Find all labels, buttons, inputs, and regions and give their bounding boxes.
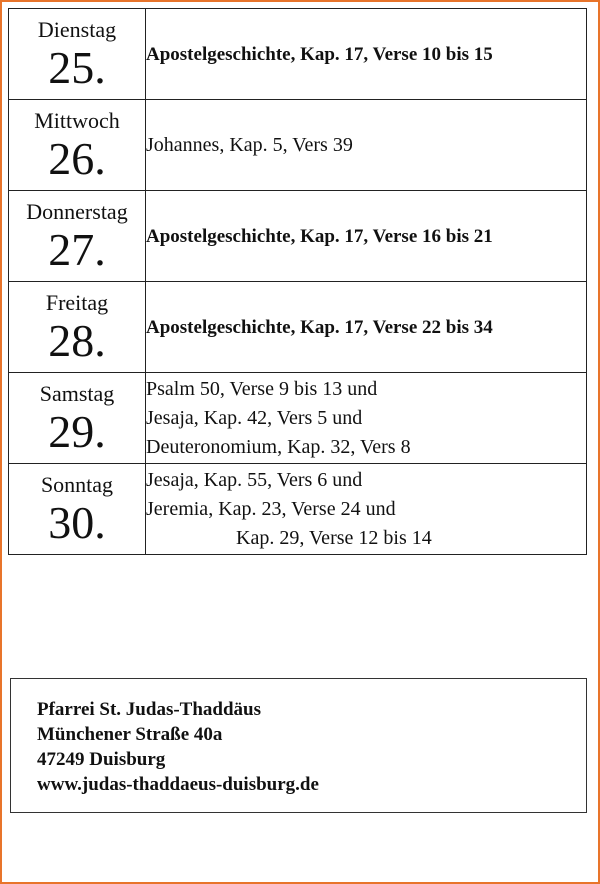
reading-line: Kap. 29, Verse 12 bis 14 bbox=[236, 526, 432, 549]
reading-line: Jeremia, Kap. 23, Verse 24 und bbox=[146, 497, 396, 520]
reading-line: Psalm 50, Verse 9 bis 13 und bbox=[146, 377, 378, 400]
website-link[interactable]: www.judas-thaddaeus-duisburg.de bbox=[37, 774, 319, 795]
reading-line: Johannes, Kap. 5, Vers 39 bbox=[146, 133, 353, 156]
day-cell bbox=[9, 373, 146, 464]
date-number: 28. bbox=[48, 315, 106, 366]
city-line: 47249 Duisburg bbox=[37, 749, 166, 770]
weekday-label: Donnerstag bbox=[26, 199, 128, 224]
reading-line: Deuteronomium, Kap. 32, Vers 8 bbox=[146, 435, 411, 458]
parish-name: Pfarrei St. Judas-Thaddäus bbox=[37, 699, 262, 720]
table-row bbox=[9, 100, 587, 191]
street-address: Münchener Straße 40a bbox=[37, 724, 223, 745]
day-cell bbox=[9, 191, 146, 282]
reading-cell bbox=[146, 464, 587, 555]
table-row bbox=[9, 9, 587, 100]
date-number: 30. bbox=[48, 497, 106, 548]
reading-schedule-table bbox=[8, 8, 587, 555]
weekday-label: Freitag bbox=[45, 290, 109, 315]
table-row bbox=[9, 464, 587, 555]
day-cell bbox=[9, 9, 146, 100]
reading-line: Apostelgeschichte, Kap. 17, Verse 16 bis 21 bbox=[146, 225, 493, 247]
reading-line: Jesaja, Kap. 42, Vers 5 und bbox=[146, 406, 363, 429]
parish-address-box bbox=[10, 678, 587, 813]
weekday-label: Dienstag bbox=[37, 17, 117, 42]
weekday-label: Mittwoch bbox=[34, 108, 120, 133]
reading-line: Apostelgeschichte, Kap. 17, Verse 10 bis 15 bbox=[146, 43, 493, 65]
reading-cell bbox=[146, 100, 587, 191]
table-row bbox=[9, 282, 587, 373]
weekday-label: Sonntag bbox=[40, 472, 114, 497]
day-cell bbox=[9, 282, 146, 373]
date-number: 25. bbox=[48, 42, 106, 93]
reading-cell bbox=[146, 9, 587, 100]
address-block bbox=[37, 697, 319, 797]
weekday-label: Samstag bbox=[39, 381, 115, 406]
table-row bbox=[9, 191, 587, 282]
date-number: 29. bbox=[48, 406, 106, 457]
table-row bbox=[9, 373, 587, 464]
day-cell bbox=[9, 100, 146, 191]
date-number: 26. bbox=[48, 133, 106, 184]
date-number: 27. bbox=[48, 224, 106, 275]
reading-cell bbox=[146, 373, 587, 464]
reading-cell bbox=[146, 282, 587, 373]
day-cell bbox=[9, 464, 146, 555]
reading-line: Jesaja, Kap. 55, Vers 6 und bbox=[146, 468, 363, 491]
reading-cell bbox=[146, 191, 587, 282]
reading-line: Apostelgeschichte, Kap. 17, Verse 22 bis 34 bbox=[146, 316, 493, 338]
